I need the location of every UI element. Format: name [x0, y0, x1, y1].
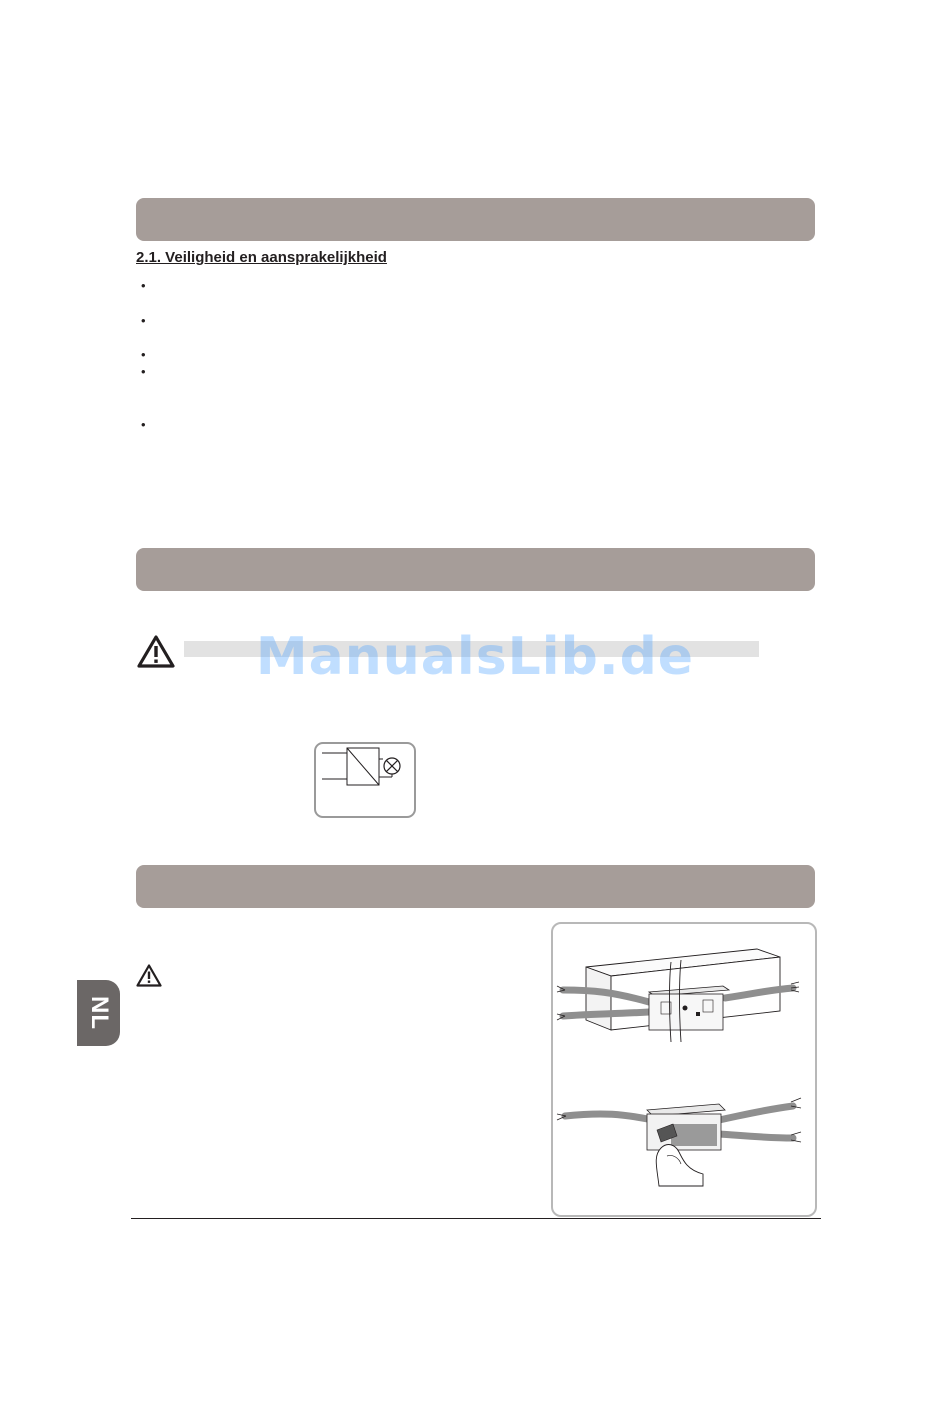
- section-header-bar-1: [136, 198, 815, 241]
- bullet-5: •: [141, 417, 146, 432]
- bullet-4: •: [141, 364, 146, 379]
- receiver-lamp-symbol-icon: [314, 742, 416, 823]
- bullet-2: •: [141, 313, 146, 328]
- section-header-bar-2: [136, 548, 815, 591]
- bullet-3: •: [141, 347, 146, 362]
- bullet-1: •: [141, 278, 146, 293]
- watermark: ManualsLib.de: [255, 627, 695, 687]
- language-tab: [77, 980, 120, 1046]
- warning-triangle-icon: [136, 964, 162, 992]
- installation-illustration: [551, 922, 817, 1217]
- language-tab-label: NL: [85, 996, 113, 1030]
- section-header-bar-3: [136, 865, 815, 908]
- footer-rule: [131, 1218, 821, 1219]
- section-title: 2.1. Veiligheid en aansprakelijkheid: [136, 249, 387, 266]
